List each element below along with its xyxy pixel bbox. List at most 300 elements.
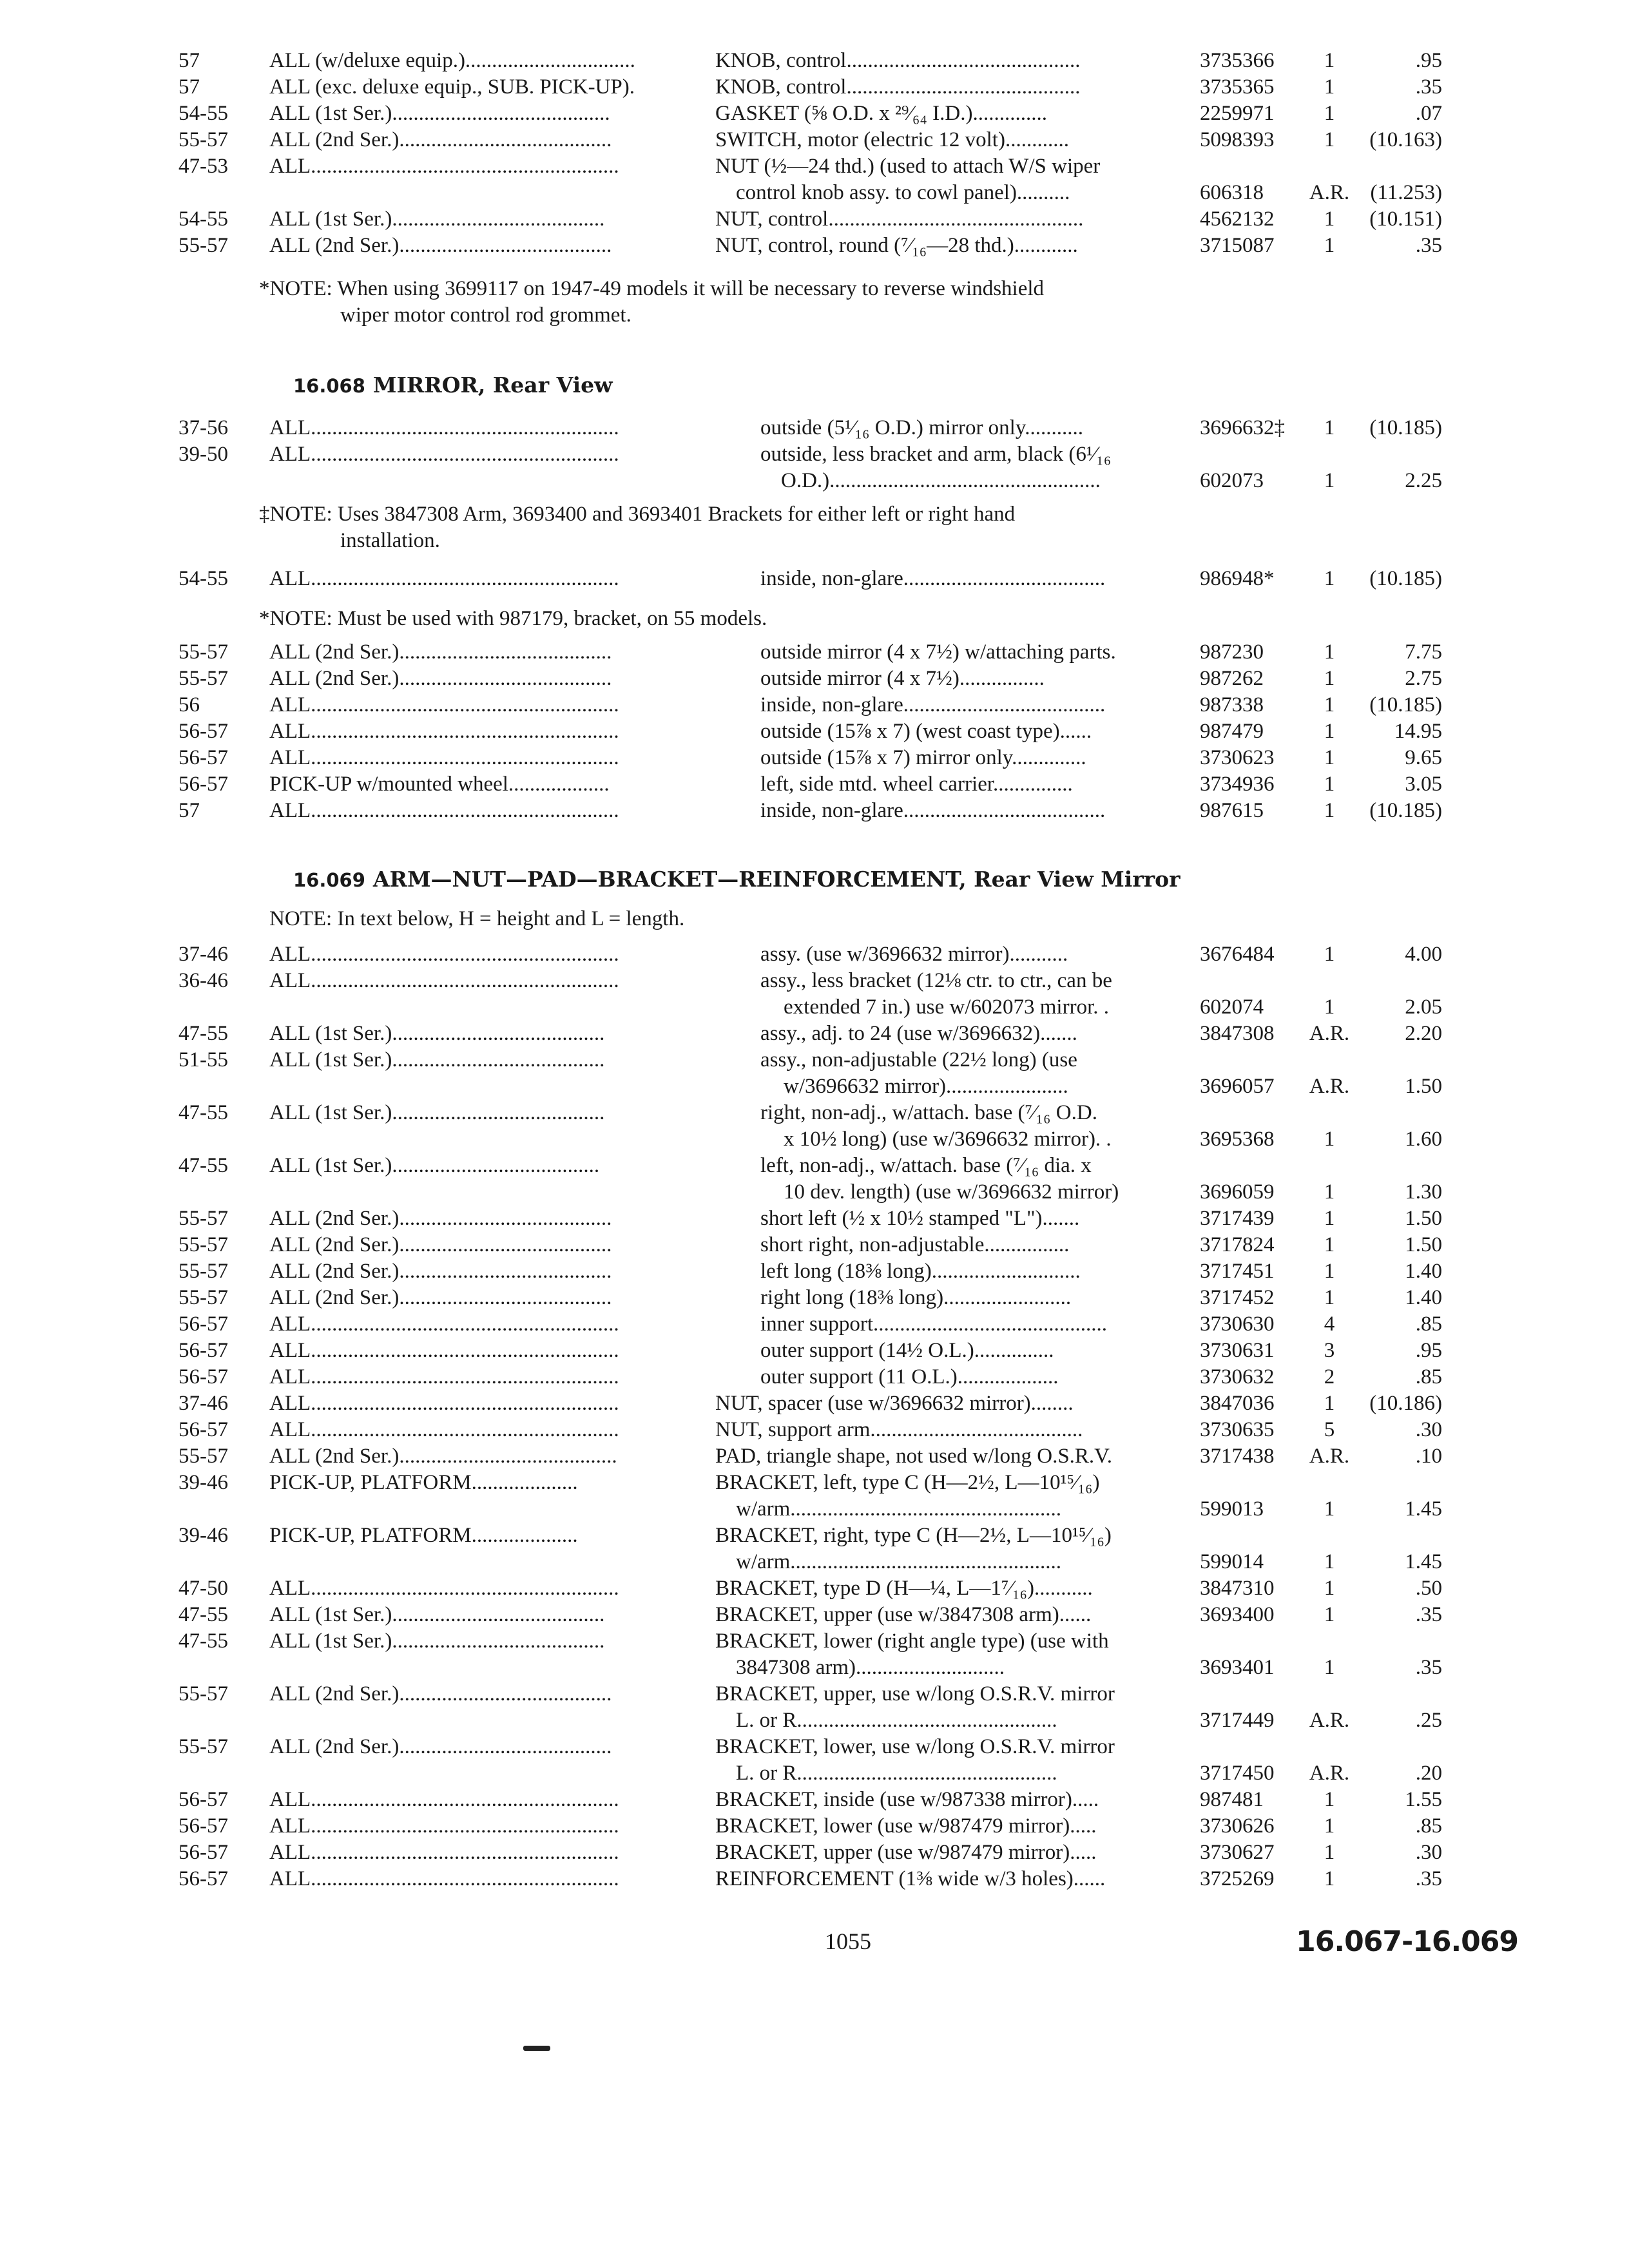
footnote-bracket-987179 — [259, 606, 767, 632]
part-number: 602073 — [1200, 469, 1264, 492]
quantity: A.R. — [1309, 181, 1350, 204]
part-number: 986948* — [1200, 567, 1275, 590]
description-line: w/arm................................................... — [736, 1497, 1062, 1521]
part-description — [715, 1787, 1182, 1813]
model-applicability: ALL.......................................................... — [269, 1392, 619, 1415]
quantity: 1 — [1324, 1550, 1335, 1573]
description-line: control knob assy. to cowl panel).......... — [736, 181, 1070, 204]
part-row — [0, 233, 1629, 259]
part-number: 5098393 — [1200, 128, 1275, 151]
page-number: 1055 — [825, 1928, 871, 1954]
year-range: 55-57 — [178, 1445, 228, 1468]
part-number: 3717824 — [1200, 1233, 1275, 1256]
description-line: NUT, spacer (use w/3696632 mirror)........ — [715, 1392, 1074, 1415]
part-row — [0, 1364, 1629, 1390]
quantity: 1 — [1324, 720, 1335, 743]
year-range: 47-55 — [178, 1154, 228, 1177]
model-applicability: ALL (1st Ser.)........................................ — [269, 207, 605, 231]
part-description — [760, 798, 1182, 824]
part-description — [715, 1602, 1182, 1628]
section-heading-069 — [293, 867, 1181, 892]
description-line: w/3696632 mirror)....................... — [784, 1075, 1068, 1098]
year-range: 55-57 — [178, 1260, 228, 1283]
part-row — [0, 798, 1629, 824]
year-range: 56-57 — [178, 1788, 228, 1811]
description-line: REINFORCEMENT (1⅜ wide w/3 holes)...... — [715, 1867, 1106, 1890]
price: 1.40 — [1405, 1260, 1442, 1283]
quantity: 1 — [1324, 1867, 1335, 1890]
part-description — [715, 1681, 1182, 1734]
part-description — [715, 1734, 1182, 1787]
model-applicability: ALL.......................................................... — [269, 1577, 619, 1600]
description-line: BRACKET, lower (right angle type) (use with — [715, 1629, 1109, 1653]
part-number: 599014 — [1200, 1550, 1264, 1573]
description-line: outer support (14½ O.L.)............... — [760, 1339, 1054, 1362]
quantity: 1 — [1324, 1603, 1335, 1626]
model-applicability: ALL.......................................................... — [269, 1418, 619, 1441]
description-line: outside (5¹⁄₁₆ O.D.) mirror only........... — [760, 416, 1083, 439]
part-description — [715, 1443, 1182, 1470]
part-number: 3730631 — [1200, 1339, 1275, 1362]
part-description — [760, 692, 1182, 718]
part-row — [0, 771, 1629, 798]
year-range: 56-57 — [178, 746, 228, 769]
description-line: SWITCH, motor (electric 12 volt)............ — [715, 128, 1069, 151]
price: 2.20 — [1405, 1022, 1442, 1045]
description-line: KNOB, control............................................ — [715, 49, 1081, 72]
year-range: 47-50 — [178, 1577, 228, 1600]
part-description — [715, 101, 1182, 127]
model-applicability: ALL.......................................................... — [269, 443, 619, 466]
price: (10.185) — [1369, 693, 1442, 716]
model-applicability: ALL (1st Ser.)........................................ — [269, 1629, 605, 1653]
year-range: 39-50 — [178, 443, 228, 466]
description-line: w/arm................................................... — [736, 1550, 1062, 1573]
quantity: 1 — [1324, 693, 1335, 716]
quantity: 1 — [1324, 1656, 1335, 1679]
quantity: 1 — [1324, 640, 1335, 664]
part-row — [0, 1311, 1629, 1338]
part-description — [760, 771, 1182, 798]
quantity: A.R. — [1309, 1022, 1350, 1045]
part-number: 987481 — [1200, 1788, 1264, 1811]
part-number: 3696059 — [1200, 1180, 1275, 1204]
part-description — [715, 1390, 1182, 1417]
description-line: NUT (½—24 thd.) (used to attach W/S wiper — [715, 155, 1101, 178]
model-applicability: ALL.......................................................... — [269, 1312, 619, 1336]
year-range: 36-46 — [178, 969, 228, 992]
part-description — [715, 1628, 1182, 1681]
part-row — [0, 1681, 1629, 1734]
price: .95 — [1415, 49, 1442, 72]
quantity: 1 — [1324, 234, 1335, 257]
year-range: 54-55 — [178, 567, 228, 590]
model-applicability: PICK-UP, PLATFORM.................... — [269, 1524, 578, 1547]
part-description — [715, 1417, 1182, 1443]
price: (10.185) — [1369, 799, 1442, 822]
model-applicability: ALL (1st Ser.)........................................ — [269, 1022, 605, 1045]
description-line: BRACKET, upper (use w/987479 mirror)..... — [715, 1841, 1097, 1864]
year-range: 55-57 — [178, 128, 228, 151]
model-applicability: ALL (1st Ser.)......................................... — [269, 102, 610, 125]
part-number: 3847036 — [1200, 1392, 1275, 1415]
price: 1.45 — [1405, 1550, 1442, 1573]
part-description — [760, 1153, 1182, 1206]
quantity: A.R. — [1309, 1445, 1350, 1468]
year-range: 55-57 — [178, 667, 228, 690]
description-line: O.D.)................................................... — [781, 469, 1101, 492]
description-line: right, non-adj., w/attach. base (⁷⁄₁₆ O.D. — [760, 1101, 1097, 1124]
quantity: 1 — [1324, 1841, 1335, 1864]
quantity: 1 — [1324, 1260, 1335, 1283]
price: .35 — [1415, 234, 1442, 257]
quantity: 4 — [1324, 1312, 1335, 1336]
part-row — [0, 1866, 1629, 1892]
year-range: 51-55 — [178, 1048, 228, 1072]
year-range: 56-57 — [178, 1312, 228, 1336]
year-range: 57 — [178, 75, 200, 99]
price: .30 — [1415, 1418, 1442, 1441]
part-description — [715, 206, 1182, 233]
part-description — [760, 1021, 1182, 1047]
price: 9.65 — [1405, 746, 1442, 769]
description-line: 3847308 arm)............................ — [736, 1656, 1005, 1679]
part-description — [760, 745, 1182, 771]
description-line: outer support (11 O.L.)................... — [760, 1365, 1059, 1389]
year-range: 56-57 — [178, 720, 228, 743]
part-description — [715, 74, 1182, 101]
year-range: 55-57 — [178, 1735, 228, 1758]
part-number: 3730623 — [1200, 746, 1275, 769]
description-line: L. or R................................................. — [736, 1762, 1057, 1785]
section-note-069: NOTE: In text below, H = height and L = length. — [269, 907, 685, 930]
part-row — [0, 692, 1629, 718]
quantity: 1 — [1324, 102, 1335, 125]
part-description — [760, 941, 1182, 968]
part-description — [760, 1258, 1182, 1285]
section-title: ARM—NUT—PAD—BRACKET—REINFORCEMENT, Rear View Mirror — [372, 867, 1181, 892]
description-line: outside mirror (4 x 7½) w/attaching parts. — [760, 640, 1116, 664]
year-range: 47-53 — [178, 155, 228, 178]
model-applicability: ALL.......................................................... — [269, 1339, 619, 1362]
part-row — [0, 206, 1629, 233]
model-applicability: ALL (2nd Ser.)........................................ — [269, 234, 612, 257]
part-row — [0, 1258, 1629, 1285]
part-description — [715, 1840, 1182, 1866]
part-row — [0, 1787, 1629, 1813]
part-row — [0, 127, 1629, 153]
note-line: installation. — [340, 529, 440, 552]
price: .30 — [1415, 1841, 1442, 1864]
model-applicability: PICK-UP, PLATFORM.................... — [269, 1471, 578, 1494]
part-row — [0, 1390, 1629, 1417]
section-number: 16.069 — [293, 869, 365, 891]
price: (10.163) — [1369, 128, 1442, 151]
year-range: 55-57 — [178, 234, 228, 257]
part-description — [760, 1311, 1182, 1338]
part-row — [0, 1443, 1629, 1470]
description-line: NUT, control, round (⁷⁄₁₆—28 thd.)............ — [715, 234, 1078, 257]
price: (10.186) — [1369, 1392, 1442, 1415]
part-row — [0, 1523, 1629, 1575]
year-range: 37-56 — [178, 416, 228, 439]
description-line: extended 7 in.) use w/602073 mirror. . — [784, 995, 1109, 1019]
price: .85 — [1415, 1814, 1442, 1838]
footnote-wiper — [259, 276, 1044, 329]
price: .35 — [1415, 1656, 1442, 1679]
part-row — [0, 1602, 1629, 1628]
part-row — [0, 1734, 1629, 1787]
part-description — [715, 1813, 1182, 1840]
quantity: 1 — [1324, 469, 1335, 492]
description-line: NUT, control................................................ — [715, 207, 1084, 231]
price: 3.05 — [1405, 773, 1442, 796]
description-line: outside, less bracket and arm, black (6¹⁄₁₆ — [760, 443, 1112, 466]
price: .35 — [1415, 1603, 1442, 1626]
part-number: 3730635 — [1200, 1418, 1275, 1441]
part-number: 599013 — [1200, 1497, 1264, 1521]
part-number: 987230 — [1200, 640, 1264, 664]
price: 2.05 — [1405, 995, 1442, 1019]
price: (10.151) — [1369, 207, 1442, 231]
description-line: 10 dev. length) (use w/3696632 mirror) — [784, 1180, 1119, 1204]
model-applicability: ALL (2nd Ser.)......................................... — [269, 1445, 617, 1468]
part-number: 3735366 — [1200, 49, 1275, 72]
year-range: 57 — [178, 799, 200, 822]
description-line: left long (18⅜ long)............................ — [760, 1260, 1081, 1283]
price: 1.45 — [1405, 1497, 1442, 1521]
part-row — [0, 639, 1629, 666]
description-line: inside, non-glare...................................... — [760, 799, 1106, 822]
part-row — [0, 718, 1629, 745]
description-line: inner support............................................ — [760, 1312, 1108, 1336]
description-line: assy., less bracket (12⅛ ctr. to ctr., can be — [760, 969, 1112, 992]
part-number: 606318 — [1200, 181, 1264, 204]
price: (10.185) — [1369, 416, 1442, 439]
description-line: inside, non-glare...................................... — [760, 693, 1106, 716]
part-number: 3847310 — [1200, 1577, 1275, 1600]
part-row — [0, 1338, 1629, 1364]
description-line: assy., non-adjustable (22½ long) (use — [760, 1048, 1077, 1072]
model-applicability: ALL (2nd Ser.)........................................ — [269, 667, 612, 690]
part-row — [0, 1470, 1629, 1523]
year-range: 55-57 — [178, 1682, 228, 1706]
part-row — [0, 1813, 1629, 1840]
part-description — [715, 48, 1182, 74]
part-row — [0, 968, 1629, 1021]
price: 7.75 — [1405, 640, 1442, 664]
part-row — [0, 566, 1629, 592]
year-range: 56-57 — [178, 773, 228, 796]
price: .10 — [1415, 1445, 1442, 1468]
part-row — [0, 441, 1629, 494]
description-line: GASKET (⅝ O.D. x ²⁹⁄₆₄ I.D.).............. — [715, 102, 1047, 125]
price: (10.185) — [1369, 567, 1442, 590]
price: 14.95 — [1394, 720, 1442, 743]
part-number: 3735365 — [1200, 75, 1275, 99]
part-row — [0, 1232, 1629, 1258]
model-applicability: ALL (1st Ser.)........................................ — [269, 1101, 605, 1124]
price: 2.25 — [1405, 469, 1442, 492]
ink-mark — [523, 2046, 550, 2051]
year-range: 47-55 — [178, 1101, 228, 1124]
part-description — [715, 1575, 1182, 1602]
part-number: 3715087 — [1200, 234, 1275, 257]
part-number: 3717439 — [1200, 1207, 1275, 1230]
part-row — [0, 1575, 1629, 1602]
description-line: BRACKET, lower (use w/987479 mirror)..... — [715, 1814, 1097, 1838]
model-applicability: ALL.......................................................... — [269, 567, 619, 590]
part-description — [760, 666, 1182, 692]
description-line: left, non-adj., w/attach. base (⁷⁄₁₆ dia. x — [760, 1154, 1092, 1177]
part-description — [760, 1206, 1182, 1232]
quantity: 3 — [1324, 1339, 1335, 1362]
year-range: 57 — [178, 49, 200, 72]
part-number: 3693400 — [1200, 1603, 1275, 1626]
model-applicability: ALL (1st Ser.)........................................ — [269, 1048, 605, 1072]
quantity: 1 — [1324, 1128, 1335, 1151]
price: 1.60 — [1405, 1128, 1442, 1151]
part-description — [760, 1100, 1182, 1153]
price: 4.00 — [1405, 943, 1442, 966]
quantity: 1 — [1324, 1392, 1335, 1415]
part-row — [0, 1206, 1629, 1232]
part-description — [760, 566, 1182, 592]
price: .07 — [1415, 102, 1442, 125]
part-row — [0, 745, 1629, 771]
year-range: 47-55 — [178, 1022, 228, 1045]
model-applicability: ALL.......................................................... — [269, 969, 619, 992]
part-row — [0, 74, 1629, 101]
part-row — [0, 666, 1629, 692]
part-description — [760, 639, 1182, 666]
quantity: 1 — [1324, 1286, 1335, 1309]
section-title: MIRROR, Rear View — [372, 372, 613, 398]
part-description — [715, 233, 1182, 259]
part-number: 987338 — [1200, 693, 1264, 716]
model-applicability: ALL (2nd Ser.)........................................ — [269, 1735, 612, 1758]
quantity: 1 — [1324, 1207, 1335, 1230]
model-applicability: ALL (1st Ser.)....................................... — [269, 1154, 600, 1177]
price: .50 — [1415, 1577, 1442, 1600]
quantity: 1 — [1324, 416, 1335, 439]
description-line: outside mirror (4 x 7½)................ — [760, 667, 1045, 690]
quantity: A.R. — [1309, 1709, 1350, 1732]
part-number: 3693401 — [1200, 1656, 1275, 1679]
model-applicability: ALL.......................................................... — [269, 1788, 619, 1811]
model-applicability: ALL.......................................................... — [269, 416, 619, 439]
model-applicability: ALL.......................................................... — [269, 943, 619, 966]
quantity: 1 — [1324, 1788, 1335, 1811]
price: 1.30 — [1405, 1180, 1442, 1204]
year-range: 55-57 — [178, 1233, 228, 1256]
description-line: BRACKET, inside (use w/987338 mirror)..... — [715, 1788, 1099, 1811]
description-line: BRACKET, type D (H—¼, L—1⁷⁄₁₆)........... — [715, 1577, 1093, 1600]
year-range: 56-57 — [178, 1814, 228, 1838]
part-number: 3734936 — [1200, 773, 1275, 796]
description-line: BRACKET, lower, use w/long O.S.R.V. mirror — [715, 1735, 1115, 1758]
price: (11.253) — [1370, 181, 1442, 204]
note-line: wiper motor control rod grommet. — [340, 303, 631, 327]
model-applicability: ALL.......................................................... — [269, 720, 619, 743]
model-applicability: ALL (2nd Ser.)........................................ — [269, 1207, 612, 1230]
description-line: assy., adj. to 24 (use w/3696632)....... — [760, 1022, 1077, 1045]
description-line: assy. (use w/3696632 mirror)........... — [760, 943, 1068, 966]
price: .85 — [1415, 1365, 1442, 1389]
price: .85 — [1415, 1312, 1442, 1336]
part-description — [715, 1523, 1182, 1575]
year-range: 56-57 — [178, 1418, 228, 1441]
part-description — [760, 415, 1182, 441]
quantity: 1 — [1324, 995, 1335, 1019]
quantity: 1 — [1324, 1814, 1335, 1838]
part-number: 3717452 — [1200, 1286, 1275, 1309]
section-number: 16.068 — [293, 375, 365, 397]
price: 1.50 — [1405, 1207, 1442, 1230]
model-applicability: ALL (exc. deluxe equip., SUB. PICK-UP). — [269, 75, 635, 99]
year-range: 37-46 — [178, 943, 228, 966]
quantity: A.R. — [1309, 1075, 1350, 1098]
description-line: inside, non-glare...................................... — [760, 567, 1106, 590]
quantity: 5 — [1324, 1418, 1335, 1441]
part-number: 987262 — [1200, 667, 1264, 690]
model-applicability: ALL (2nd Ser.)........................................ — [269, 1682, 612, 1706]
price: .25 — [1415, 1709, 1442, 1732]
model-applicability: ALL (1st Ser.)........................................ — [269, 1603, 605, 1626]
part-number: 3717438 — [1200, 1445, 1275, 1468]
description-line: PAD, triangle shape, not used w/long O.S.R.V. — [715, 1445, 1113, 1468]
part-description — [715, 127, 1182, 153]
quantity: 1 — [1324, 49, 1335, 72]
part-description — [760, 441, 1182, 494]
model-applicability: PICK-UP w/mounted wheel................... — [269, 773, 610, 796]
year-range: 47-55 — [178, 1629, 228, 1653]
part-description — [760, 1232, 1182, 1258]
description-line: NUT, support arm........................................ — [715, 1418, 1083, 1441]
model-applicability: ALL.......................................................... — [269, 155, 619, 178]
model-applicability: ALL (2nd Ser.)........................................ — [269, 1260, 612, 1283]
quantity: 1 — [1324, 1577, 1335, 1600]
model-applicability: ALL.......................................................... — [269, 693, 619, 716]
model-applicability: ALL (w/deluxe equip.)................................ — [269, 49, 635, 72]
model-applicability: ALL.......................................................... — [269, 1814, 619, 1838]
year-range: 56 — [178, 693, 200, 716]
year-range: 55-57 — [178, 1286, 228, 1309]
footnote-brackets — [259, 501, 1015, 554]
part-number: 602074 — [1200, 995, 1264, 1019]
part-row — [0, 1628, 1629, 1681]
part-number: 3717451 — [1200, 1260, 1275, 1283]
note-line: ‡NOTE: Uses 3847308 Arm, 3693400 and 3693401 Brackets for either left or right hand — [259, 503, 1016, 526]
part-row — [0, 1153, 1629, 1206]
quantity: 1 — [1324, 567, 1335, 590]
description-line: x 10½ long) (use w/3696632 mirror). . — [784, 1128, 1112, 1151]
description-line: KNOB, control............................................ — [715, 75, 1081, 99]
price: 1.50 — [1405, 1075, 1442, 1098]
part-row — [0, 101, 1629, 127]
part-number: 3695368 — [1200, 1128, 1275, 1151]
part-description — [760, 1364, 1182, 1390]
note-line: *NOTE: When using 3699117 on 1947-49 models it will be necessary to reverse windshield — [259, 277, 1045, 300]
part-row — [0, 153, 1629, 206]
price: 1.50 — [1405, 1233, 1442, 1256]
part-number: 3696057 — [1200, 1075, 1275, 1098]
model-applicability: ALL (2nd Ser.)........................................ — [269, 640, 612, 664]
description-line: L. or R................................................. — [736, 1709, 1057, 1732]
year-range: 56-57 — [178, 1867, 228, 1890]
part-row — [0, 1021, 1629, 1047]
part-number: 3730632 — [1200, 1365, 1275, 1389]
